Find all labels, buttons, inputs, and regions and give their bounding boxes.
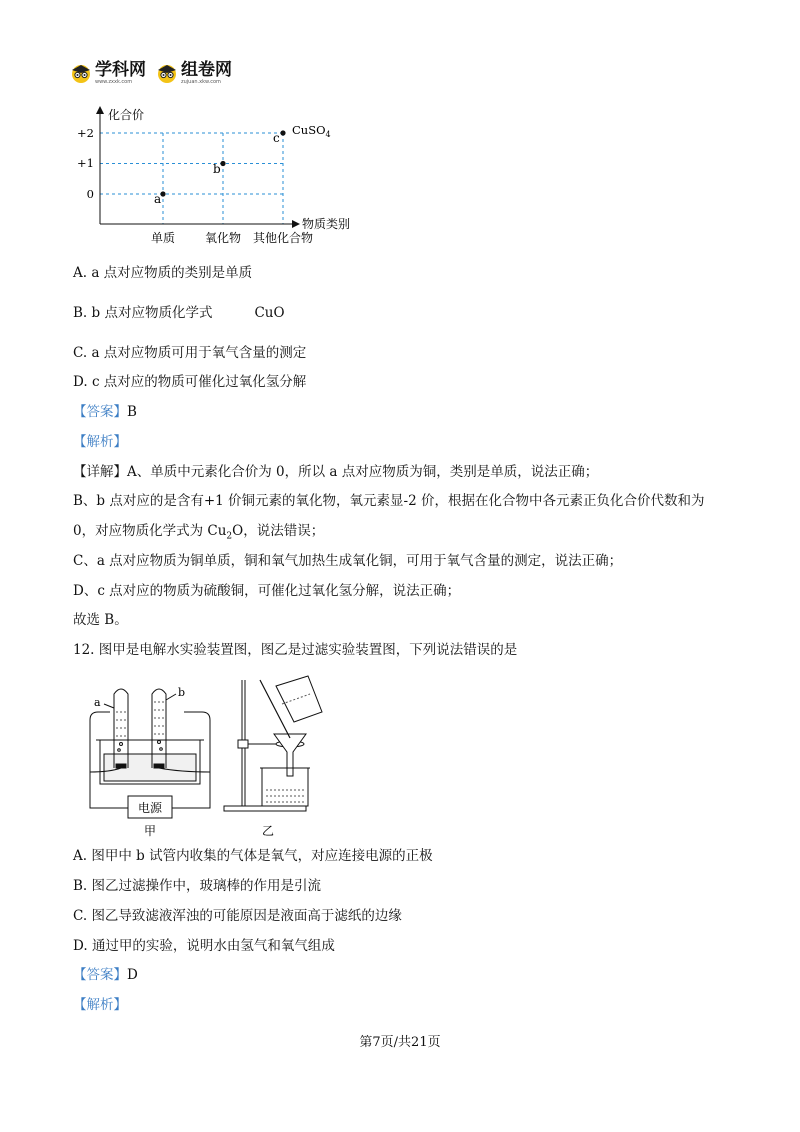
figure-yi-label: 乙 <box>261 824 275 838</box>
detail-line: 故选 B。 <box>73 612 128 628</box>
logo-zxxk-sub: www.zxxk.com <box>95 79 133 85</box>
option-text: a 点对应物质可用于氧气含量的测定 <box>91 345 307 361</box>
q11-detail-b-cont <box>73 521 324 547</box>
option-letter: D. <box>73 374 88 390</box>
y-tick-label: +1 <box>77 156 94 170</box>
q11-option-b <box>73 303 285 323</box>
q12-option-c <box>73 906 402 926</box>
filtration-apparatus <box>224 676 322 811</box>
q12-option-d <box>73 936 335 956</box>
analysis-tag: 【解析】 <box>73 434 127 450</box>
page-number: 第7页/共21页 <box>359 1035 441 1050</box>
option-text: c 点对应的物质可催化过氧化氢分解 <box>91 374 307 390</box>
q12-analysis <box>73 995 127 1015</box>
option-text: 图乙过滤操作中，玻璃棒的作用是引流 <box>91 878 322 894</box>
x-tick-label: 其他化合物 <box>252 231 314 245</box>
q12-option-a <box>73 846 433 866</box>
chart-grid <box>100 133 283 224</box>
logo-zujuan-text: 组卷网 <box>181 60 232 80</box>
q11-detail-d <box>73 581 460 601</box>
q11-detail-c <box>73 551 622 571</box>
data-point-c <box>280 130 285 135</box>
y-tick-label: 0 <box>86 187 94 201</box>
x-tick-label: 单质 <box>150 231 176 245</box>
point-label-b: b <box>213 162 221 176</box>
label-a: a <box>94 696 101 709</box>
figure-jia-label: 甲 <box>143 824 157 838</box>
q11-conclusion <box>73 610 128 630</box>
detail-line: B、b 点对应的是含有+1 价铜元素的氧化物，氧元素显-2 价，根据在化合物中各元素正负化合价代数和为 <box>73 493 705 509</box>
detail-line: O，说法错误； <box>232 523 325 539</box>
option-letter: D. <box>73 938 88 954</box>
option-text: b 点对应物质化学式 <box>91 305 213 321</box>
point-label-a: a <box>154 192 162 206</box>
q12-stem <box>73 640 517 660</box>
option-text: 图乙导致滤液浑浊的可能原因是液面高于滤纸的边缘 <box>91 908 402 924</box>
page-footer <box>0 1031 800 1050</box>
q12-figures <box>80 672 360 842</box>
x-tick-label: 氧化物 <box>204 231 242 245</box>
q12-answer <box>73 965 138 985</box>
label-b: b <box>178 686 186 699</box>
q11-analysis <box>73 432 127 452</box>
point-label-c: c <box>273 131 280 145</box>
logo-zujuan <box>156 61 232 85</box>
data-point-b <box>220 161 225 166</box>
option-letter: B. <box>73 305 88 321</box>
option-letter: C. <box>73 345 88 361</box>
q12-option-b <box>73 876 321 896</box>
q11-detail-a <box>73 462 598 482</box>
q11-answer <box>73 402 137 422</box>
answer-tag: 【答案】 <box>73 404 127 420</box>
subscript: 2 <box>226 531 233 542</box>
option-letter: B. <box>73 878 88 894</box>
valence-chart <box>70 100 370 250</box>
q11-option-c <box>73 343 306 363</box>
question-stem: 12. 图甲是电解水实验装置图，图乙是过滤实验装置图，下列说法错误的是 <box>73 642 518 658</box>
q11-detail-b <box>73 491 705 511</box>
detail-tag: 【详解】 <box>73 464 127 480</box>
answer-tag: 【答案】 <box>73 967 127 983</box>
y-axis-label: 化合价 <box>108 108 145 122</box>
detail-line: 0，对应物质化学式为 Cu <box>73 523 227 539</box>
q11-option-a <box>73 263 252 283</box>
logo-zujuan-sub: zujuan.xkw.com <box>181 79 221 85</box>
q11-option-d <box>73 372 306 392</box>
owl-icon <box>156 62 178 84</box>
x-axis-label: 物质类别 <box>302 217 351 231</box>
logo-zxxk-text: 学科网 <box>95 60 146 80</box>
detail-line: D、c 点对应的物质为硫酸铜，可催化过氧化氢分解，说法正确； <box>73 583 461 599</box>
option-extra: CuO <box>254 305 285 321</box>
analysis-tag: 【解析】 <box>73 997 127 1013</box>
detail-line: C、a 点对应物质为铜单质，铜和氧气加热生成氧化铜，可用于氧气含量的测定，说法正确； <box>73 553 623 569</box>
answer-value: D <box>127 967 138 983</box>
detail-line: A、单质中元素化合价为 0，所以 a 点对应物质为铜，类别是单质，说法正确； <box>127 464 599 480</box>
logo-zxxk <box>70 61 146 85</box>
cuso4-annotation: CuSO$_4$ <box>292 123 331 139</box>
option-letter: A. <box>73 848 88 864</box>
option-text: a 点对应物质的类别是单质 <box>91 265 253 281</box>
y-tick-label: +2 <box>77 126 94 140</box>
header-logos <box>70 58 232 88</box>
data-point-a <box>160 191 165 196</box>
electrolysis-apparatus <box>90 689 210 818</box>
answer-value: B <box>127 404 137 420</box>
option-letter: C. <box>73 908 88 924</box>
option-letter: A. <box>73 265 88 281</box>
owl-icon <box>70 62 92 84</box>
option-text: 通过甲的实验，说明水由氢气和氧气组成 <box>91 938 335 954</box>
power-supply-label: 电源 <box>137 801 163 815</box>
option-text: 图甲中 b 试管内收集的气体是氧气，对应连接电源的正极 <box>91 848 433 864</box>
